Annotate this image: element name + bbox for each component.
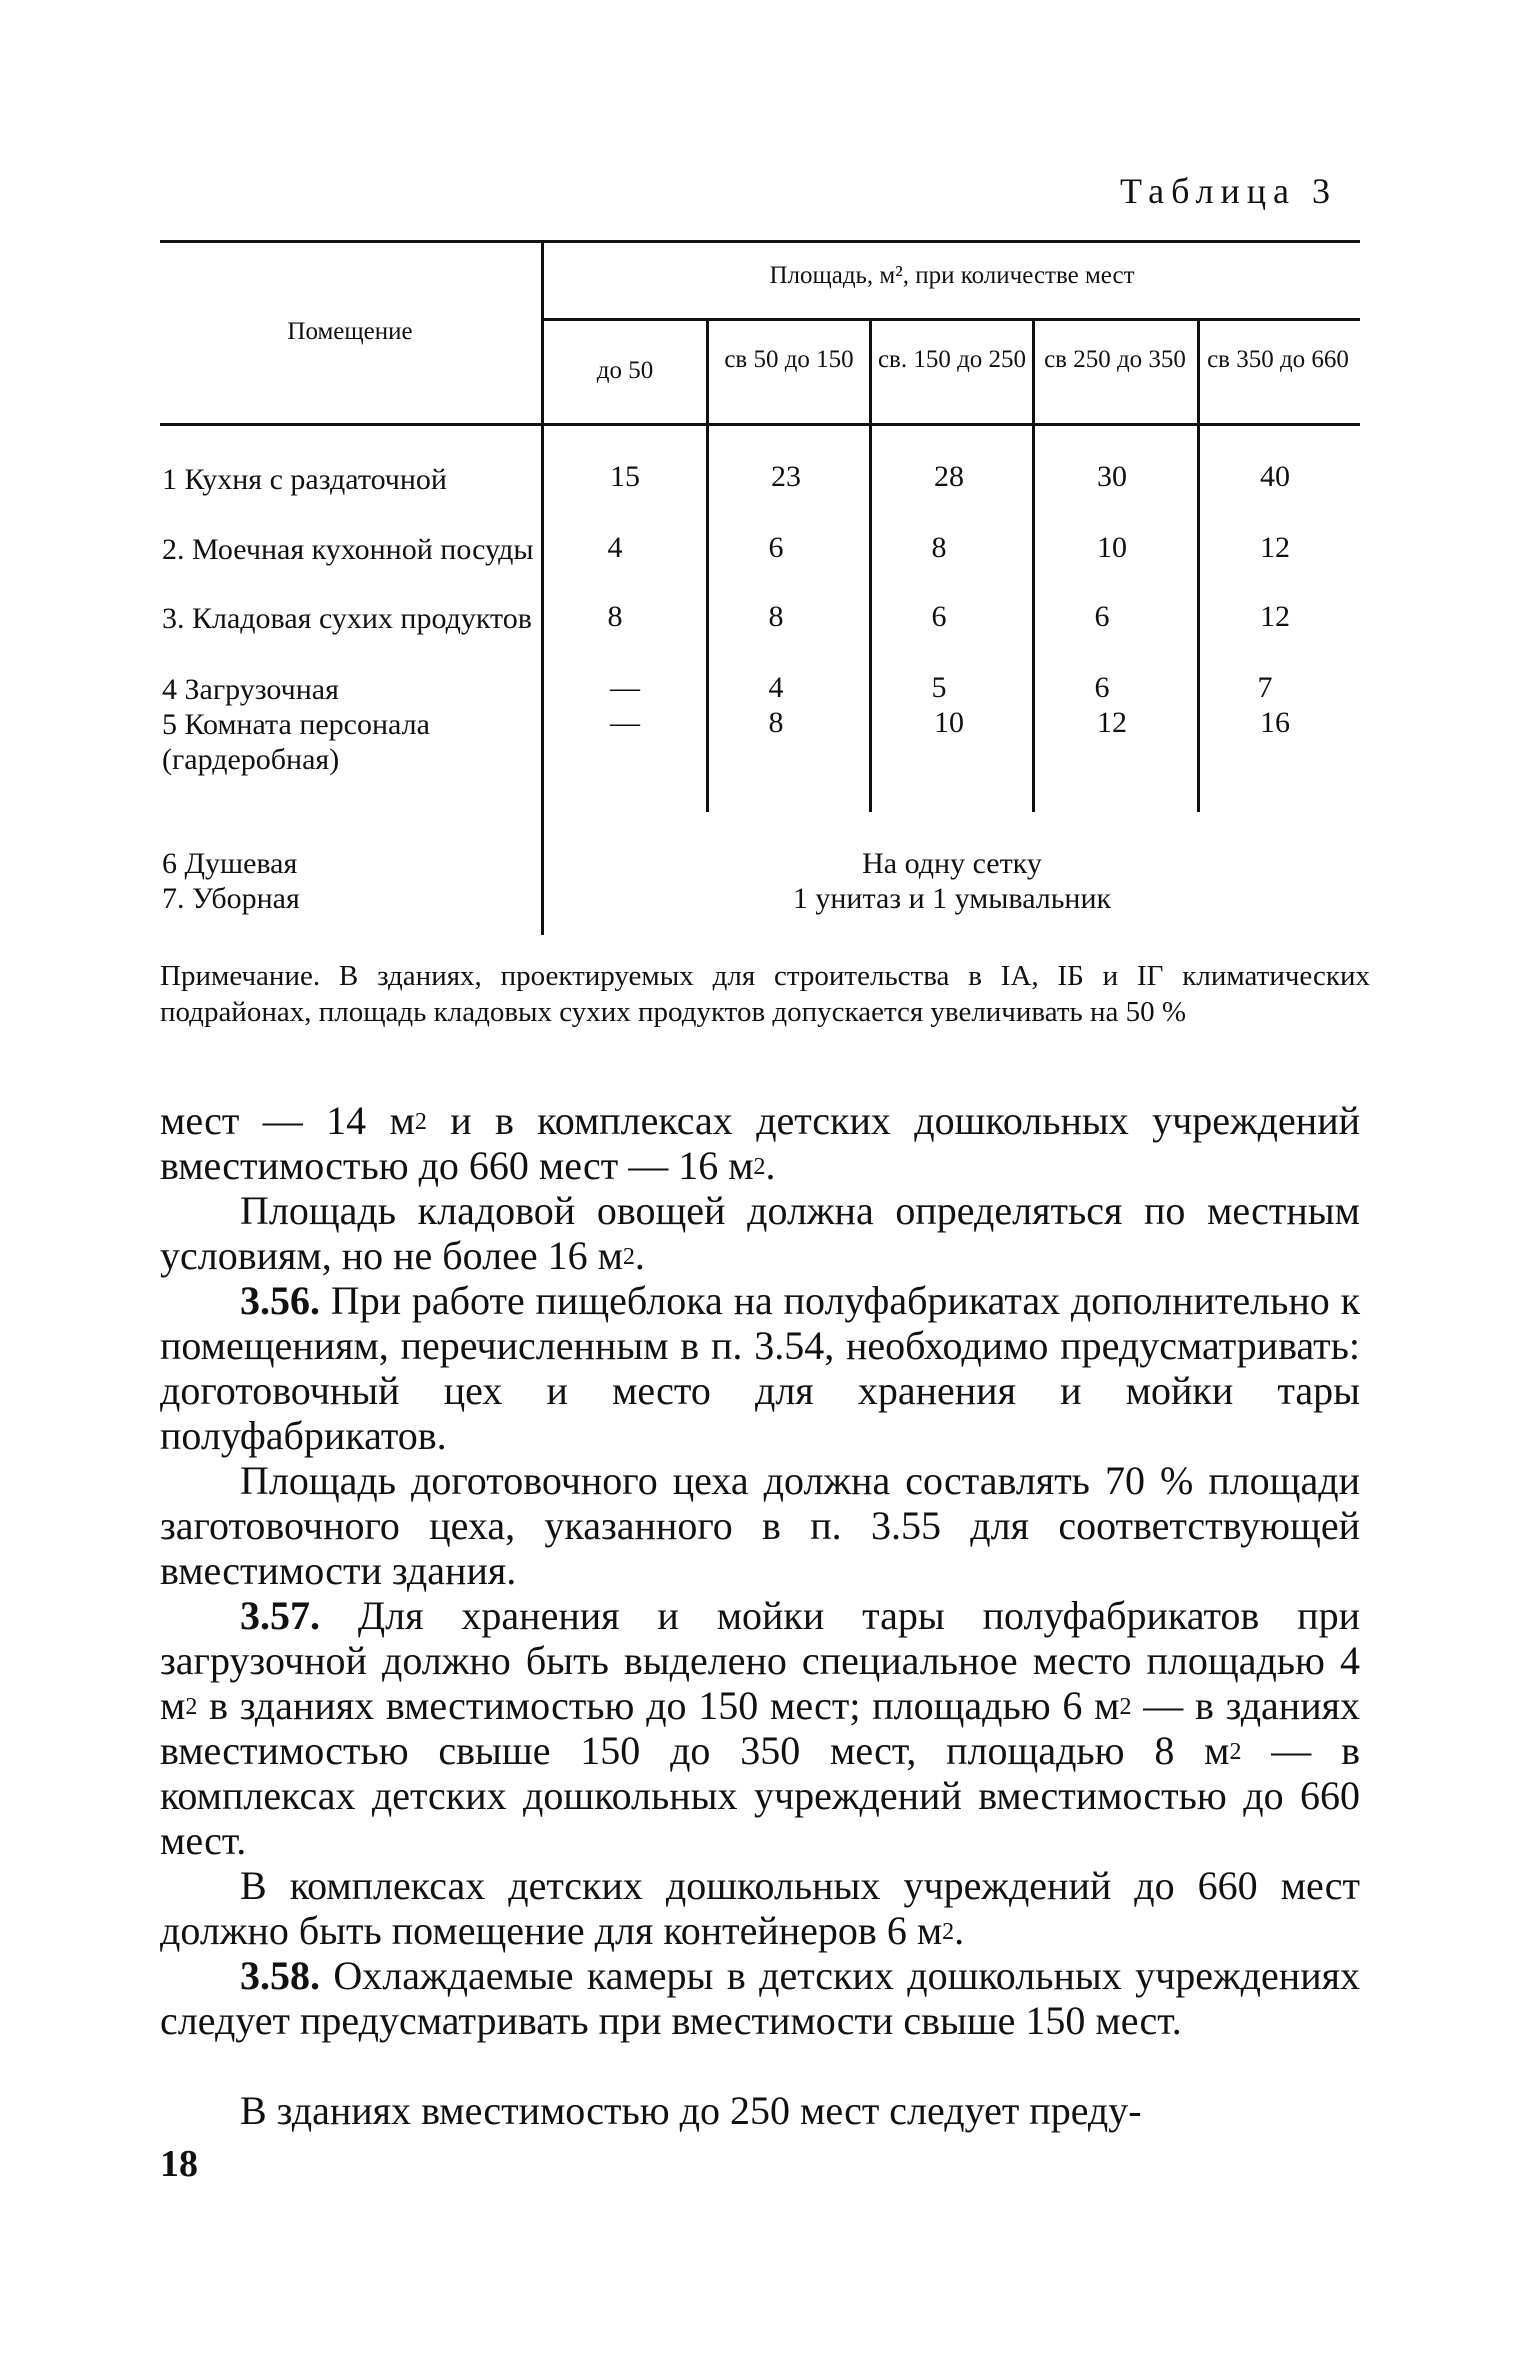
paragraph: Площадь доготовочного цеха должна составлять 70 % площади заготовочного цеха, указанного в п. 3.55 для соответствующей вместимости здания.	[160, 1458, 1360, 1593]
paragraph: Площадь кладовой овощей должна определяться по местным условиям, но не более 16 $м^2$.	[160, 1188, 1360, 1278]
table-cell: 12	[1260, 531, 1290, 564]
table-cell: 6	[768, 531, 784, 564]
lower-rows-note	[544, 846, 1360, 916]
table-cell: 8	[768, 600, 784, 633]
lower-note-line: 1 унитаз и 1 умывальник	[792, 882, 1112, 915]
table-cell: 8	[768, 706, 784, 739]
table-row-name: 1 Кухня с раздаточной	[162, 463, 447, 496]
lower-note-line: На одну сетку	[862, 847, 1042, 880]
paragraph: 3.57. Для хранения и мойки тары полуфабрикатов при загрузочной должно быть выделено специальное место площадью 4 $м^2$ в зданиях вместимостью до 150 мест; площадью 6 $м^2$ — в зданиях вместимостью свыше 150 до 350 мест, площадью 8 $м^2$ — в комплексах детских дошкольных учреждений вместимостью до 660 мест.	[160, 1593, 1361, 1863]
column-header: св 50 до 150	[724, 346, 854, 373]
table-row-name: 6 Душевая	[162, 847, 298, 880]
table-cell: 8	[931, 531, 947, 564]
page-number: 18	[160, 2143, 198, 2185]
table-cell: 28	[934, 460, 964, 493]
header-area: Площадь, м², при количестве мест	[769, 262, 1135, 289]
table-cell: 10	[1097, 531, 1127, 564]
table-cell: —	[610, 706, 640, 739]
paragraph: 3.56. При работе пищеблока на полуфабрикатах дополнительно к помещениям, перечисленным в п. 3.54, необходимо предусматривать: доготовочный цех и место для хранения и мойки тары полуфабрикатов.	[160, 1278, 1360, 1458]
paragraph: 3.58. Охлаждаемые камеры в детских дошкольных учреждениях следует предусматривать при вместимости свыше 150 мест.	[160, 1953, 1360, 2043]
table-cell: 8	[607, 600, 623, 633]
paragraph: В комплексах детских дошкольных учреждений до 660 мест должно быть помещение для контейнеров 6 $м^2$.	[160, 1863, 1360, 1953]
table-cell: 6	[931, 600, 947, 633]
table-cell: 6	[1094, 600, 1110, 633]
table-cell: 10	[934, 706, 964, 739]
paragraph: мест — 14 $м^2$ и в комплексах детских дошкольных учреждений вместимостью до 660 мест — 16 $м^2$.	[160, 1098, 1361, 1188]
table-cell: 12	[1260, 600, 1290, 633]
table-cell: 4	[768, 671, 784, 704]
table-cell: 4	[607, 531, 623, 564]
header-room: Помещение	[287, 318, 413, 345]
table-row-name: 4 Загрузочная	[162, 673, 339, 706]
table-note: Примечание. В зданиях, проектируемых для строительства в IА, IБ и IГ климатических подрайонах, площадь кладовых сухих продуктов допускается увеличивать на 50 %	[160, 960, 1370, 1028]
table-cell: 16	[1260, 706, 1290, 739]
table-cell: 6	[1094, 671, 1110, 704]
table-row-name: 5 Комната персонала (гардеробная)	[162, 708, 430, 776]
table-row-name: 7. Уборная	[162, 882, 300, 915]
table-cell: 15	[610, 460, 640, 493]
table-cell: 23	[771, 460, 801, 493]
table-cell: 40	[1260, 460, 1290, 493]
column-header: до 50	[596, 357, 654, 384]
table-row-name: 2. Моечная кухонной посуды	[162, 533, 534, 566]
column-header: св 250 до 350	[1044, 346, 1186, 373]
table-label: Таблица 3	[1120, 171, 1337, 211]
table-cell: 12	[1097, 706, 1127, 739]
column-header: св. 150 до 250	[877, 346, 1027, 373]
table-cell: 7	[1257, 671, 1273, 704]
table-cell: —	[610, 671, 640, 704]
column-header: св 350 до 660	[1207, 346, 1349, 373]
paragraph: В зданиях вместимостью до 250 мест следует преду-	[240, 2088, 1142, 2133]
table-row-name: 3. Кладовая сухих продуктов	[162, 602, 532, 635]
table-cell: 30	[1097, 460, 1127, 493]
table-cell: 5	[931, 671, 947, 704]
